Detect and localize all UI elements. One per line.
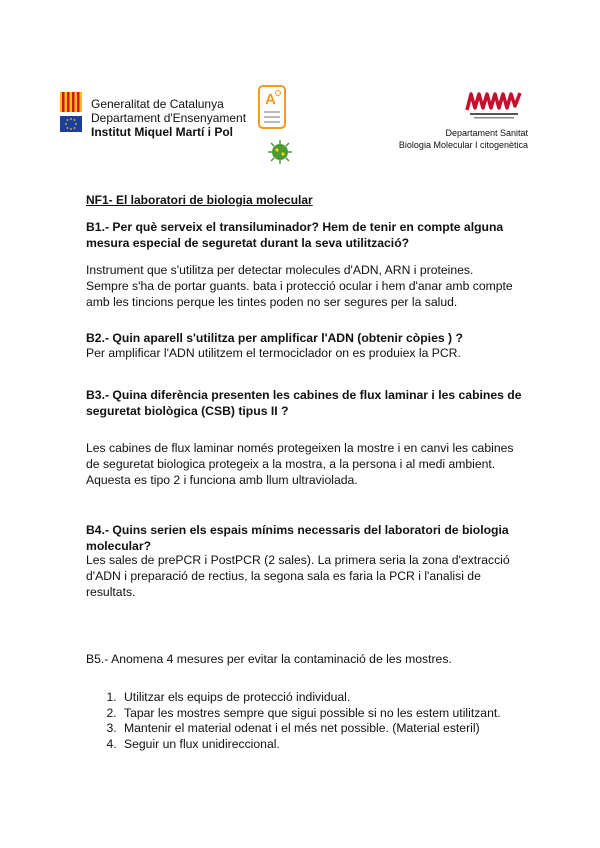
answer-b2: Per amplificar l'ADN utilitzem el termociclador on es produiex la PCR. [86,346,461,360]
institution-header [91,97,246,139]
question-b4: B4.- Quins serien els espais mínims necessaris del laboratori de biologia molecular? [86,523,509,553]
list-item: 3. Mantenir el material odenat i el més net possible. (Material esteril) [120,721,546,737]
answer-b4: Les sales de prePCR i PostPCR (2 sales). La primera seria la zona d'extracció d'ADN i preparació de rectius, la segona sala es faria la PCR i l'analisi de resultats. [86,553,510,599]
green-virus-logo [262,137,298,169]
gen-line3: Institut Miquel Martí i Pol [91,125,233,139]
svg-text:A: A [265,91,276,108]
answer-b3: Les cabines de flux laminar només protegeixen la mostre i en canvi les cabines de seguretat biologica protegeix a la mostra, a la persona i al medi ambient. Aquesta es tipo 2 i funciona amb llum ultraviolada. [86,441,514,487]
answer-b1: Instrument que s'utilitza per detectar molecules d'ADN, ARN i proteines. Sempre s'ha de portar guants. bata i protecció ocular i hem d'anar amb compte amb les tincions perque les tintes poden no ser segures per la salud. [86,263,513,309]
gen-line1: Generalitat de Catalunya [91,97,224,111]
list-item: 2. Tapar les mostres sempre que sigui possible si no les estem utilitzant. [120,706,546,722]
dept-line1: Departament Sanitat [445,128,528,138]
question-b3: B3.- Quina diferència presenten les cabines de flux laminar i les cabines de seguretat biològica (CSB) tipus II ? [86,388,522,418]
question-b5: B5.- Anomena 4 mesures per evitar la contaminació de les mostres. [86,652,452,666]
catalonia-flag-logo [60,92,82,112]
quality-badge-logo [258,85,286,129]
eu-flag-logo [60,116,82,132]
question-b1: B1.- Per què serveix el transiluminador? Hem de tenir en compte alguna mesura especial de seguretat durant la seva utilització? [86,220,504,250]
question-b2: B2.- Quin aparell s'utilitza per amplificar l'ADN (obtenir còpies ) ? [86,331,463,345]
department-header [399,127,528,151]
b5-measures-list [86,690,546,752]
dept-line2: Biologia Molecular I citogenètica [398,140,528,150]
list-item: 4. Seguir un flux unidireccional. [120,737,546,753]
list-item: 1. Utilitzar els equips de protecció individual. [120,690,546,706]
department-red-logo [464,88,524,122]
document-title: NF1- El laboratori de biologia molecular [86,193,313,207]
gen-line2: Departament d'Ensenyament [91,111,247,125]
